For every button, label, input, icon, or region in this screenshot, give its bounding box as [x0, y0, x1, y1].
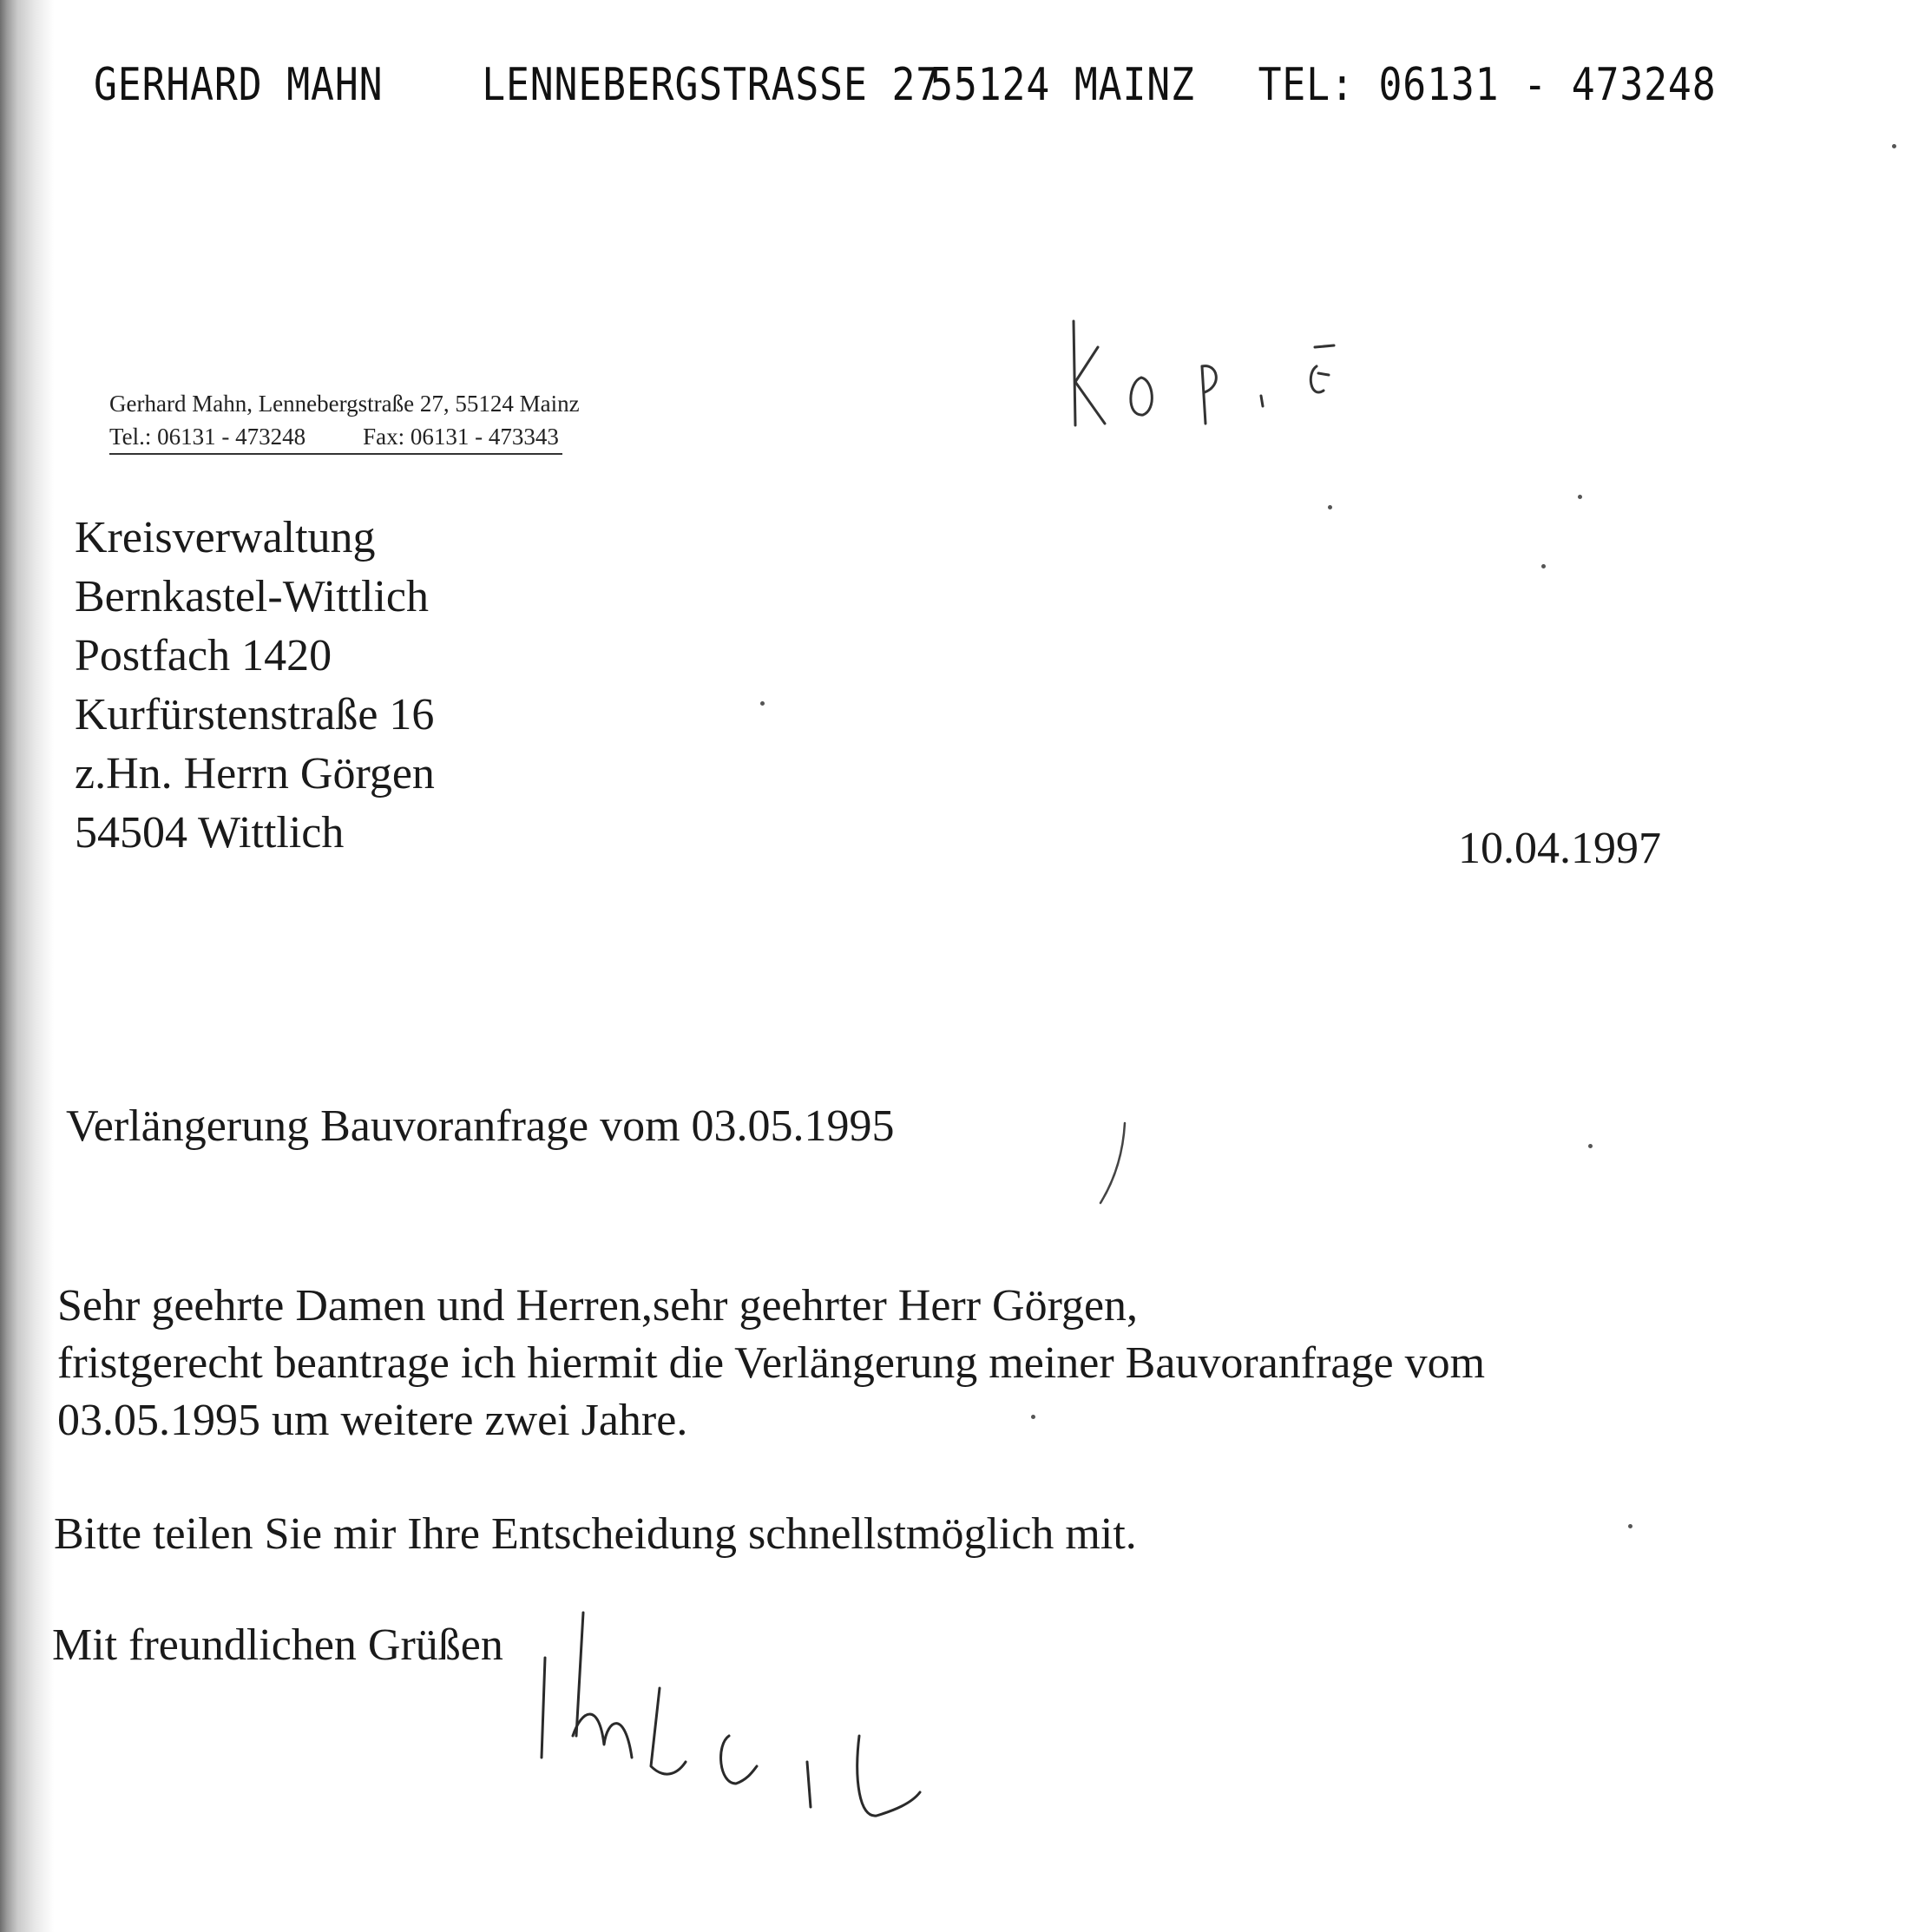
letterhead-city: 55124 MAINZ: [930, 59, 1195, 111]
scan-speck: [1031, 1415, 1035, 1419]
letter-date: 10.04.1997: [1458, 824, 1661, 873]
scan-speck: [1541, 564, 1546, 568]
recipient-line: Bernkastel-Wittlich: [75, 572, 430, 621]
recipient-address: [75, 509, 435, 863]
kopie-handwritten-note: [1063, 312, 1376, 443]
recipient-line: Kurfürstenstraße 16: [75, 690, 435, 739]
body-line: 03.05.1995 um weitere zwei Jahre.: [57, 1396, 688, 1445]
return-address: [109, 387, 580, 455]
body-line: fristgerecht beantrage ich hiermit die Verlängerung meiner Bauvoranfrage vom: [57, 1338, 1486, 1388]
letterhead-tel: TEL: 06131 - 473248: [1258, 59, 1717, 111]
scan-speck: [1892, 144, 1896, 148]
return-address-tel: Tel.: 06131 - 473248: [109, 424, 306, 450]
closing-phrase: Mit freundlichen Grüßen: [52, 1620, 503, 1670]
scan-speck: [760, 701, 765, 706]
scan-speck: [1588, 1144, 1593, 1148]
letterhead-street: LENNEBERGSTRASSE 27: [482, 59, 941, 111]
return-address-line: Gerhard Mahn, Lennebergstraße 27, 55124 Mainz: [109, 391, 580, 417]
letter-body: [57, 1278, 1810, 1449]
request-paragraph: Bitte teilen Sie mir Ihre Entscheidung schnellstmöglich mit.: [54, 1509, 1137, 1559]
scan-edge-shadow: [0, 0, 54, 1932]
recipient-line: z.Hn. Herrn Görgen: [75, 749, 435, 798]
scan-speck: [1628, 1524, 1632, 1528]
return-address-fax: Fax: 06131 - 473343: [363, 424, 559, 450]
scan-speck: [1328, 505, 1332, 509]
recipient-line: Postfach 1420: [75, 631, 332, 680]
scan-speck: [1578, 495, 1582, 499]
handwritten-signature: [521, 1606, 1007, 1866]
body-line: Sehr geehrte Damen und Herren,sehr geehrter Herr Görgen,: [57, 1281, 1139, 1331]
recipient-line: Kreisverwaltung: [75, 513, 376, 562]
letterhead: [94, 59, 1717, 128]
subject-line: Verlängerung Bauvoranfrage vom 03.05.1995: [66, 1101, 895, 1151]
letterhead-name: GERHARD MAHN: [94, 59, 384, 111]
recipient-line: 54504 Wittlich: [75, 808, 345, 858]
return-address-contact: [109, 420, 562, 455]
pen-stroke-mark: [1095, 1120, 1130, 1206]
